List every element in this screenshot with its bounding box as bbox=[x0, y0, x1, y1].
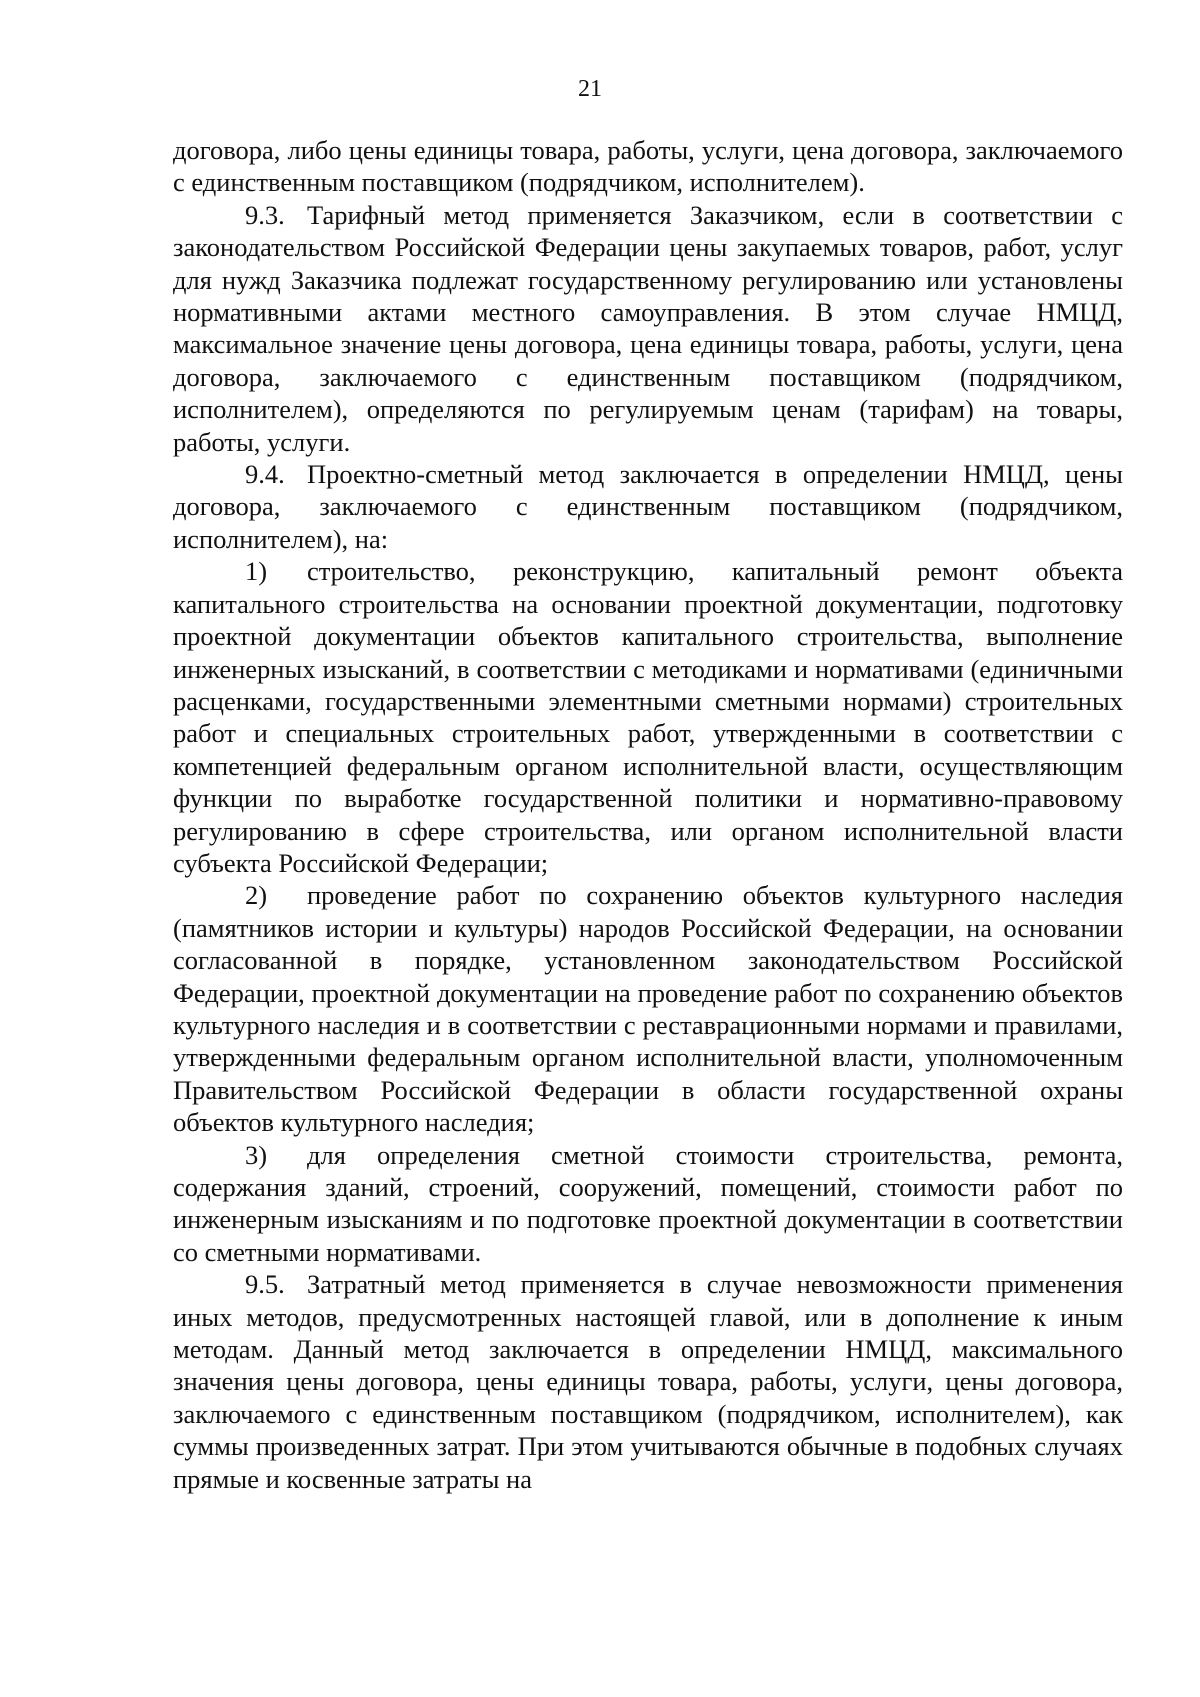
paragraph-9-4 bbox=[173, 458, 1123, 555]
list-item-2 bbox=[173, 879, 1123, 1138]
paragraph-text: Затратный метод применяется в случае невозможности применения иных методов, предусмотренных настоящей главой, или в дополнение к иным методам. Данный метод заключается в определении НМЦД, максимального значения цены договора, цены единицы товара, работы, услуги, цены договора, заключаемого с единственным поставщиком (подрядчиком, исполнителем), как суммы произведенных затрат. При этом учитываются обычные в подобных случаях прямые и косвенные затраты на bbox=[173, 1269, 1123, 1494]
paragraph-continuation bbox=[173, 134, 1123, 199]
paragraph-9-3 bbox=[173, 199, 1123, 458]
paragraph-9-5 bbox=[173, 1268, 1123, 1495]
list-item-text: проведение работ по сохранению объектов культурного наследия (памятников истории и культуры) народов Российской Федерации, на основании согласованной в порядке, установленном законодательством Российской Федерации, проектной документации на проведение работ по сохранению объектов культурного наследия и в соответствии с реставрационными нормами и правилами, утвержденными федеральным органом исполнительной власти, уполномоченным Правительством Российской Федерации в области государственной охраны объектов культурного наследия; bbox=[173, 880, 1123, 1138]
paragraph-number: 9.4. bbox=[245, 459, 285, 490]
list-item-text: строительство, реконструкцию, капитальный ремонт объекта капитального строительства на основании проектной документации, подготовку проектной документации объектов капитального строительства, выполнение инженерных изысканий, в соответствии с методиками и нормативами (единичными расценками, государственными элементными сметными нормами) строительных работ и специальных строительных работ, утвержденными в соответствии с компетенцией федеральным органом исполнительной власти, осуществляющим функции по выработке государственной политики и нормативно-правовому регулированию в сфере строительства, или органом исполнительной власти субъекта Российской Федерации; bbox=[173, 556, 1123, 878]
document-body bbox=[173, 134, 1123, 1495]
list-item-number: 2) bbox=[245, 880, 268, 911]
paragraph-number: 9.3. bbox=[245, 199, 285, 230]
list-item-text: для определения сметной стоимости строительства, ремонта, содержания зданий, строений, сооружений, помещений, стоимости работ по инженерным изысканиям и по подготовке проектной документации в соответствии со сметными нормативами. bbox=[173, 1139, 1123, 1267]
list-item-1 bbox=[173, 555, 1123, 879]
paragraph-text: Проектно-сметный метод заключается в определении НМЦД, цены договора, заключаемого с единственным поставщиком (подрядчиком, исполнителем), на: bbox=[173, 459, 1123, 554]
list-item-number: 3) bbox=[245, 1139, 268, 1170]
list-item-number: 1) bbox=[245, 556, 268, 587]
page-number: 21 bbox=[578, 76, 602, 102]
list-item-3 bbox=[173, 1139, 1123, 1269]
paragraph-text: Тарифный метод применяется Заказчиком, если в соответствии с законодательством Российской Федерации цены закупаемых товаров, работ, услуг для нужд Заказчика подлежат государственному регулированию или установлены нормативными актами местного самоуправления. В этом случае НМЦД, максимальное значение цены договора, цена единицы товара, работы, услуги, цена договора, заключаемого с единственным поставщиком (подрядчиком, исполнителем), определяются по регулируемым ценам (тарифам) на товары, работы, услуги. bbox=[173, 199, 1123, 457]
paragraph-text: договора, либо цены единицы товара, работы, услуги, цена договора, заключаемого с единственным поставщиком (подрядчиком, исполнителем). bbox=[173, 135, 1123, 198]
paragraph-number: 9.5. bbox=[245, 1269, 285, 1300]
